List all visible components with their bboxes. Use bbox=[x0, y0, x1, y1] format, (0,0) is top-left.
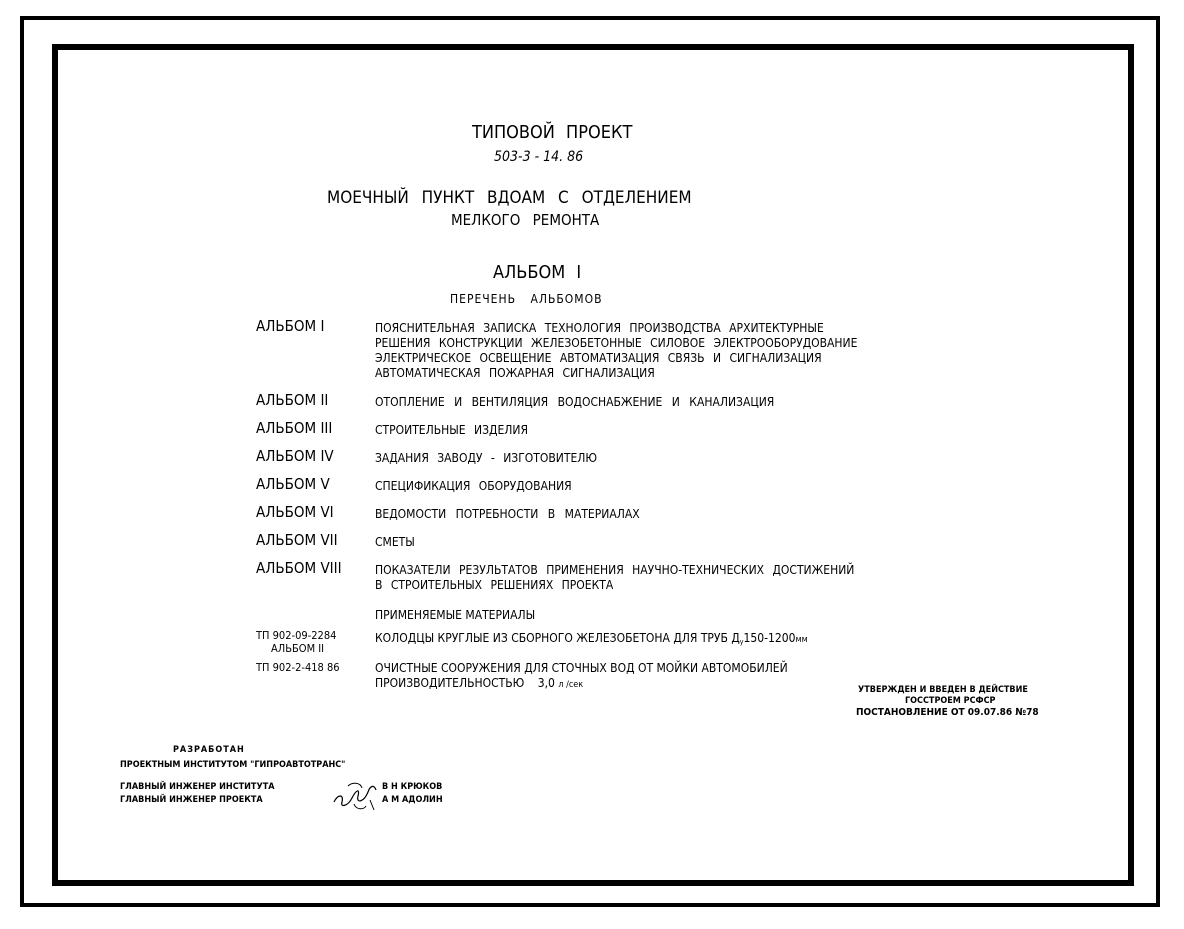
developer-role2: ГЛАВНЫЙ ИНЖЕНЕР ПРОЕКТА bbox=[120, 795, 263, 805]
material-code: ТП 902-2-418 86 bbox=[256, 661, 340, 674]
approval-line2: ГОССТРОЕМ РСФСР bbox=[905, 696, 996, 706]
album-label: АЛЬБОМ V bbox=[256, 475, 330, 493]
project-title-line2: МЕЛКОГО РЕМОНТА bbox=[451, 211, 600, 229]
developer-institute: ПРОЕКТНЫМ ИНСТИТУТОМ "ГИПРОАВТОТРАНС" bbox=[120, 760, 346, 770]
developer-role1: ГЛАВНЫЙ ИНЖЕНЕР ИНСТИТУТА bbox=[120, 782, 275, 792]
diameter-subscript: у bbox=[739, 638, 744, 646]
album-label: АЛЬБОМ VIII bbox=[256, 559, 342, 577]
approval-line3: ПОСТАНОВЛЕНИЕ ОТ 09.07.86 №78 bbox=[856, 707, 1039, 718]
current-album: АЛЬБОМ I bbox=[493, 262, 582, 283]
developer-heading: РАЗРАБОТАН bbox=[173, 745, 245, 755]
material-code: ТП 902-09-2284 bbox=[256, 629, 337, 642]
album-label: АЛЬБОМ II bbox=[256, 391, 329, 409]
project-heading: ТИПОВОЙ ПРОЕКТ bbox=[472, 122, 633, 143]
album-desc-line: СТРОИТЕЛЬНЫЕ ИЗДЕЛИЯ bbox=[375, 423, 528, 437]
capacity-value: 3,0 bbox=[537, 676, 555, 690]
album-desc-line: ПОКАЗАТЕЛИ РЕЗУЛЬТАТОВ ПРИМЕНЕНИЯ НАУЧНО-ТЕХНИЧЕСКИХ ДОСТИЖЕНИЙ bbox=[375, 563, 855, 577]
album-desc-line: ОТОПЛЕНИЕ И ВЕНТИЛЯЦИЯ ВОДОСНАБЖЕНИЕ И КАНАЛИЗАЦИЯ bbox=[375, 395, 775, 409]
album-desc-line: РЕШЕНИЯ КОНСТРУКЦИИ ЖЕЛЕЗОБЕТОННЫЕ СИЛОВОЕ ЭЛЕКТРООБОРУДОВАНИЕ bbox=[375, 336, 858, 350]
material-desc-main: КОЛОДЦЫ КРУГЛЫЕ ИЗ СБОРНОГО ЖЕЛЕЗОБЕТОНА ДЛЯ ТРУБ bbox=[375, 631, 728, 645]
material-desc-line: ОЧИСТНЫЕ СООРУЖЕНИЯ ДЛЯ СТОЧНЫХ ВОД ОТ МОЙКИ АВТОМОБИЛЕЙ bbox=[375, 661, 788, 675]
album-desc-line: АВТОМАТИЧЕСКАЯ ПОЖАРНАЯ СИГНАЛИЗАЦИЯ bbox=[375, 366, 655, 380]
materials-heading: ПРИМЕНЯЕМЫЕ МАТЕРИАЛЫ bbox=[375, 608, 536, 622]
project-title-line1: МОЕЧНЫЙ ПУНКТ ВДОАМ С ОТДЕЛЕНИЕМ bbox=[327, 188, 692, 208]
album-desc-line: ЗАДАНИЯ ЗАВОДУ - ИЗГОТОВИТЕЛЮ bbox=[375, 451, 598, 465]
album-label: АЛЬБОМ IV bbox=[256, 447, 334, 465]
album-list-heading: ПЕРЕЧЕНЬ АЛЬБОМОВ bbox=[450, 292, 603, 306]
album-label: АЛЬБОМ VI bbox=[256, 503, 334, 521]
album-label: АЛЬБОМ VII bbox=[256, 531, 338, 549]
signature-icon bbox=[330, 780, 380, 814]
album-desc-line: ЭЛЕКТРИЧЕСКОЕ ОСВЕЩЕНИЕ АВТОМАТИЗАЦИЯ СВЯЗЬ И СИГНАЛИЗАЦИЯ bbox=[375, 351, 822, 365]
diameter-unit: мм bbox=[795, 635, 808, 645]
diameter-symbol: Д bbox=[731, 631, 740, 645]
capacity-label: ПРОИЗВОДИТЕЛЬНОСТЬЮ bbox=[375, 676, 525, 690]
material-code-sub: АЛЬБОМ II bbox=[271, 642, 325, 655]
diameter-value: 150-1200 bbox=[743, 631, 796, 645]
album-desc-line: СПЕЦИФИКАЦИЯ ОБОРУДОВАНИЯ bbox=[375, 479, 572, 493]
album-label: АЛЬБОМ III bbox=[256, 419, 333, 437]
album-desc-line: ВЕДОМОСТИ ПОТРЕБНОСТИ В МАТЕРИАЛАХ bbox=[375, 507, 640, 521]
album-desc-line: В СТРОИТЕЛЬНЫХ РЕШЕНИЯХ ПРОЕКТА bbox=[375, 578, 614, 592]
material-desc bbox=[375, 632, 808, 646]
album-desc-line: ПОЯСНИТЕЛЬНАЯ ЗАПИСКА ТЕХНОЛОГИЯ ПРОИЗВОДСТВА АРХИТЕКТУРНЫЕ bbox=[375, 321, 824, 335]
capacity-unit: л /сек bbox=[558, 680, 584, 690]
approval-line1: УТВЕРЖДЕН И ВВЕДЕН В ДЕЙСТВИЕ bbox=[858, 685, 1028, 695]
album-label: АЛЬБОМ I bbox=[256, 317, 325, 335]
project-number: 503-3 - 14. 86 bbox=[494, 149, 584, 165]
developer-name2: А М АДОЛИН bbox=[382, 795, 443, 805]
material-desc-line bbox=[375, 677, 583, 690]
album-desc-line: СМЕТЫ bbox=[375, 535, 415, 549]
developer-name1: В Н КРЮКОВ bbox=[382, 782, 443, 792]
